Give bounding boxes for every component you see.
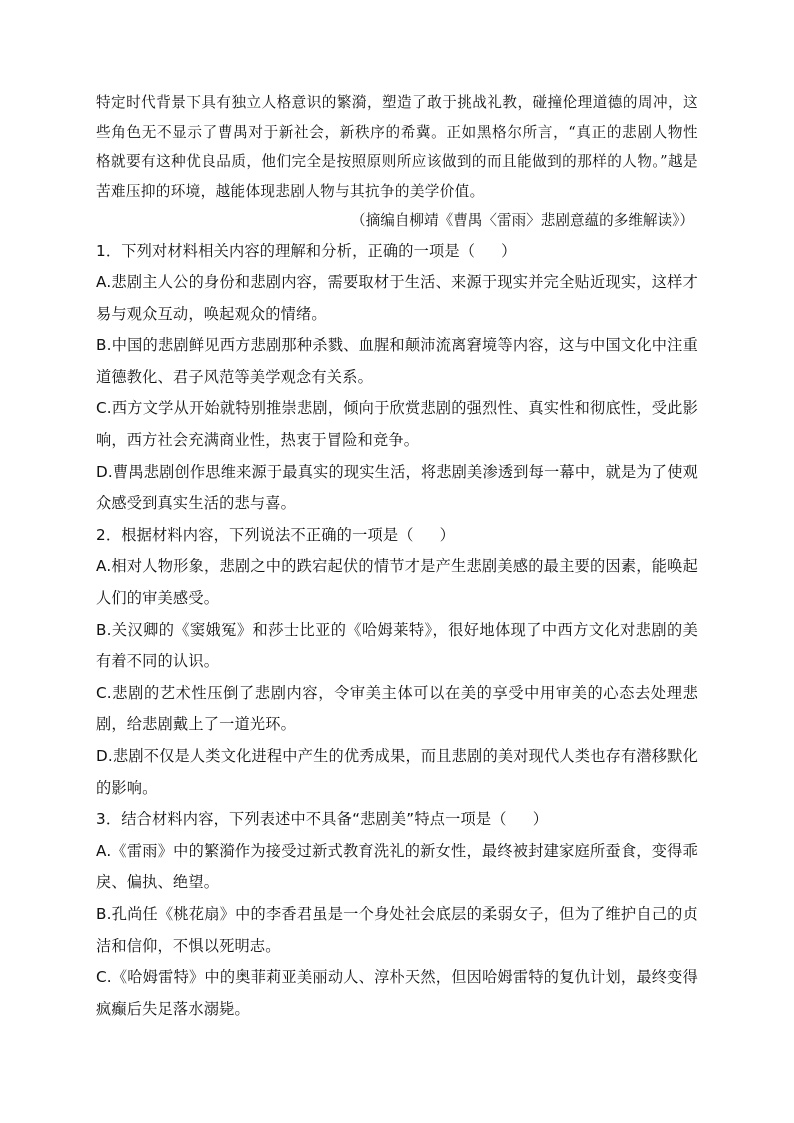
question-stem-text: 1．下列对材料相关内容的理解和分析，正确的一项是（: [96, 241, 476, 260]
option-b: B.孔尚任《桃花扇》中的李香君虽是一个身处社会底层的柔弱女子，但为了维护自己的贞洁和信仰，不惧以死明志。: [96, 904, 698, 955]
question-2: [96, 520, 698, 804]
option-c: C.西方文学从开始就特别推崇悲剧，倾向于欣赏悲剧的强烈性、真实性和彻底性，受此影响，西方社会充满商业性，热衷于冒险和竞争。: [96, 399, 698, 450]
passage-text: 特定时代背景下具有独立人格意识的繁漪，塑造了敢于挑战礼教，碰撞伦理道德的周冲，这些角色无不显示了曹禺对于新社会，新秩序的希冀。正如黑格尔所言，“真正的悲剧人物性格就要有这种优良品质，他们完全是按照原则所应该做到的而且能做到的那样的人物。”越是苦难压抑的环境，越能体现悲剧人物与其抗争的美学价值。: [96, 94, 698, 200]
option-a: A.《雷雨》中的繁漪作为接受过新式教育洗礼的新女性，最终被封建家庭所蚕食，变得乖戾、偏执、绝望。: [96, 841, 698, 892]
question-stem-close: ）: [439, 525, 456, 544]
question-stem-close: ）: [532, 810, 549, 829]
option-a: A.相对人物形象，悲剧之中的跌宕起伏的情节才是产生悲剧美感的最主要的因素，能唤起人们的审美感受。: [96, 557, 698, 608]
question-stem: [96, 804, 698, 836]
option-c: C.悲剧的艺术性压倒了悲剧内容，令审美主体可以在美的享受中用审美的心态去处理悲剧，给悲剧戴上了一道光环。: [96, 683, 698, 734]
option-c: C.《哈姆雷特》中的奥菲莉亚美丽动人、淳朴天然，但因哈姆雷特的复仇计划，最终变得疯癫后失足落水溺毙。: [96, 968, 698, 1018]
option-b: B.关汉卿的《窦娥冤》和莎士比亚的《哈姆莱特》，很好地体现了中西方文化对悲剧的美有着不同的认识。: [96, 620, 698, 671]
question-stem: [96, 236, 698, 268]
question-stem-text: 2．根据材料内容，下列说法不正确的一项是（: [96, 525, 414, 544]
option-b: B.中国的悲剧鲜见西方悲剧那种杀戮、血腥和颠沛流离窘境等内容，这与中国文化中注重道德教化、君子风范等美学观念有关系。: [96, 336, 698, 386]
question-stem-text: 3．结合材料内容，下列表述中不具备“悲剧美”特点一项是（: [96, 810, 507, 829]
question-stem: [96, 520, 698, 552]
document-page: [96, 88, 698, 1025]
option-a: A.悲剧主人公的身份和悲剧内容，需要取材于生活、来源于现实并完全贴近现实，这样才易与观众互动，唤起观众的情绪。: [96, 273, 698, 323]
option-d: D.曹禺悲剧创作思维来源于最真实的现实生活，将悲剧美渗透到每一幕中，就是为了使观众感受到真实生活的悲与喜。: [96, 462, 698, 513]
passage-source: （摘编自柳靖《曹禺〈雷雨〉悲剧意蕴的多维解读》）: [351, 212, 694, 229]
option-d: D.悲剧不仅是人类文化进程中产生的优秀成果，而且悲剧的美对现代人类也存有潜移默化的影响。: [96, 747, 698, 797]
question-3: [96, 804, 698, 1025]
question-1: [96, 236, 698, 520]
question-stem-close: ）: [501, 241, 517, 260]
